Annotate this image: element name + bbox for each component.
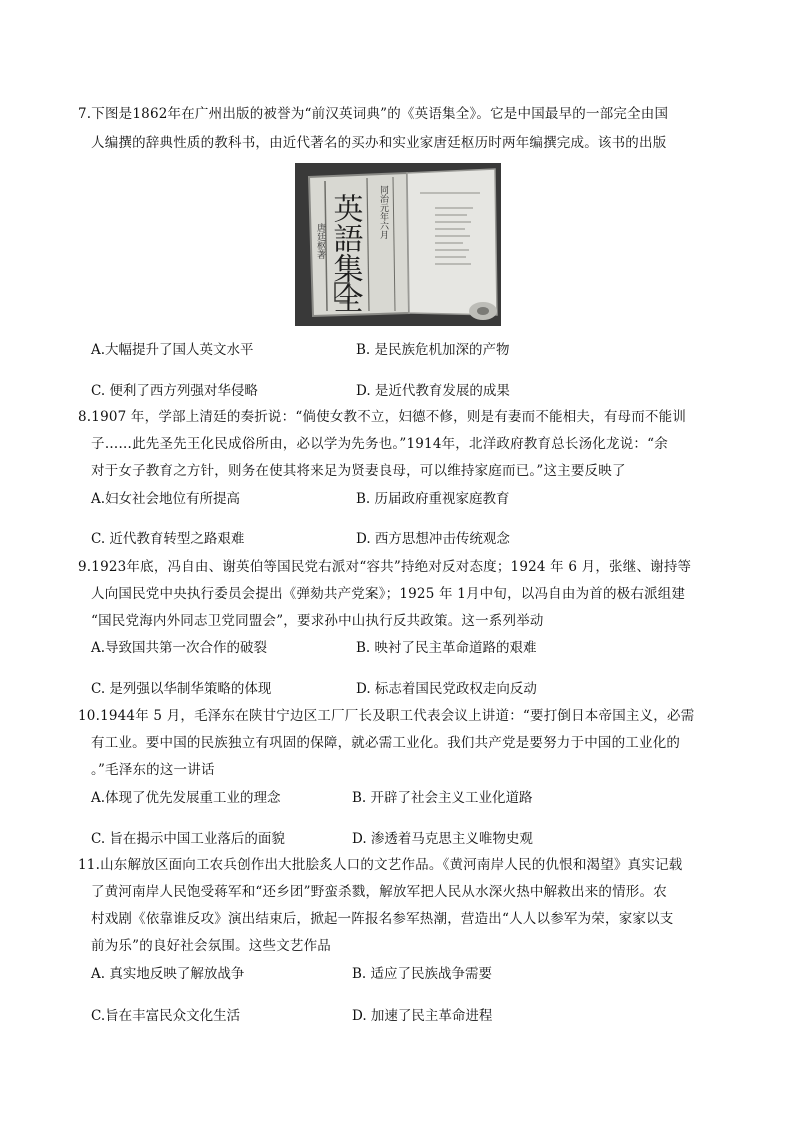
q10-option-a: A.体现了优先发展重工业的理念: [91, 790, 281, 806]
q10-option-c: C. 旨在揭示中国工业落后的面貌: [91, 831, 285, 847]
q7-stem-line-1: 7.下图是1862年在广州出版的被誉为“前汉英词典”的《英语集全》。它是中国最早的一部完全由国: [78, 106, 669, 122]
q10-stem-line-1: 10.1944年 5 月，毛泽东在陕甘宁边区工厂厂长及职工代表会议上讲道：“要打倒日本帝国主义，必需: [78, 708, 695, 724]
q9-option-c: C. 是列强以华制华策略的体现: [91, 681, 272, 697]
q7-option-a: A.大幅提升了国人英文水平: [91, 342, 254, 358]
q11-option-c: C.旨在丰富民众文化生活: [91, 1008, 241, 1024]
q11-option-a: A. 真实地反映了解放战争: [91, 966, 245, 982]
q11-option-d: D. 加速了民主革命进程: [352, 1008, 493, 1024]
q9-stem-line-2: 人向国民党中央执行委员会提出《弹劾共产党案》；1925 年 1月中旬，以冯自由为首的极右派组建: [91, 586, 686, 602]
q7-option-c: C. 便利了西方列强对华侵略: [91, 383, 258, 399]
q10-stem-line-2: 有工业。要中国的民族独立有巩固的保障，就必需工业化。我们共产党是要努力于中国的工业化的: [91, 735, 681, 751]
q9-stem-line-3: “国民党海内外同志卫党同盟会”，要求孙中山执行反共政策。这一系列举动: [91, 613, 544, 629]
q9-option-a: A.导致国共第一次合作的破裂: [91, 640, 268, 656]
q8-stem-line-2: 子……此先圣先王化民成俗所由，必以学为先务也。”1914年，北洋政府教育总长汤化龙说：“余: [91, 436, 668, 452]
q7-stem-line-2: 人编撰的辞典性质的教科书，由近代著名的买办和实业家唐廷枢历时两年编撰完成。该书的出版: [91, 135, 667, 151]
q11-stem-line-3: 村戏剧《依靠谁反攻》演出结束后，掀起一阵报名参军热潮，营造出“人人以参军为荣，家家以支: [91, 911, 674, 927]
cover-side-text: 同治元年六月: [378, 185, 388, 239]
q8-option-c: C. 近代教育转型之路艰难: [91, 531, 245, 547]
q9-stem-line-1: 9.1923年底，冯自由、谢英伯等国民党右派对“容共”持绝对反对态度；1924 年 6 月，张继、谢持等: [78, 559, 692, 575]
q9-option-b: B. 映衬了民主革命道路的艰难: [356, 640, 537, 656]
q10-stem-line-3: 。”毛泽东的这一讲话: [91, 762, 215, 778]
q10-option-d: D. 渗透着马克思主义唯物史观: [352, 831, 533, 847]
q8-stem-line-3: 对于女子教育之方针，则务在使其将来足为贤妻良母，可以维持家庭而已。”这主要反映了: [91, 463, 626, 479]
q8-option-d: D. 西方思想冲击传统观念: [356, 531, 510, 547]
cover-author-text: 唐廷枢著: [315, 223, 325, 259]
q11-stem-line-1: 11.山东解放区面向工农兵创作出大批脍炙人口的文艺作品。《黄河南岸人民的仇恨和渴望》真实记载: [78, 857, 683, 873]
q9-option-d: D. 标志着国民党政权走向反动: [356, 681, 537, 697]
q7-option-b: B. 是民族危机加深的产物: [356, 342, 510, 358]
q7-option-d: D. 是近代教育发展的成果: [356, 383, 510, 399]
book-illustration: [295, 163, 501, 326]
q11-stem-line-2: 了黄河南岸人民饱受蒋军和“还乡团”野蛮杀戮，解放军把人民从水深火热中解救出来的情形。农: [91, 884, 667, 900]
book-photo: [295, 163, 501, 326]
q11-option-b: B. 适应了民族战争需要: [352, 966, 493, 982]
q11-stem-line-4: 前为乐”的良好社会氛围。这些文艺作品: [91, 938, 332, 954]
cover-title: 英語集全: [327, 193, 363, 313]
q10-option-b: B. 开辟了社会主义工业化道路: [352, 790, 533, 806]
q8-option-a: A.妇女社会地位有所提高: [91, 491, 241, 507]
q8-stem-line-1: 8.1907 年，学部上清廷的奏折说：“倘使女教不立，妇德不修，则是有妻而不能相夫，有母而不能训: [78, 409, 687, 425]
q8-option-b: B. 历届政府重视家庭教育: [356, 491, 510, 507]
